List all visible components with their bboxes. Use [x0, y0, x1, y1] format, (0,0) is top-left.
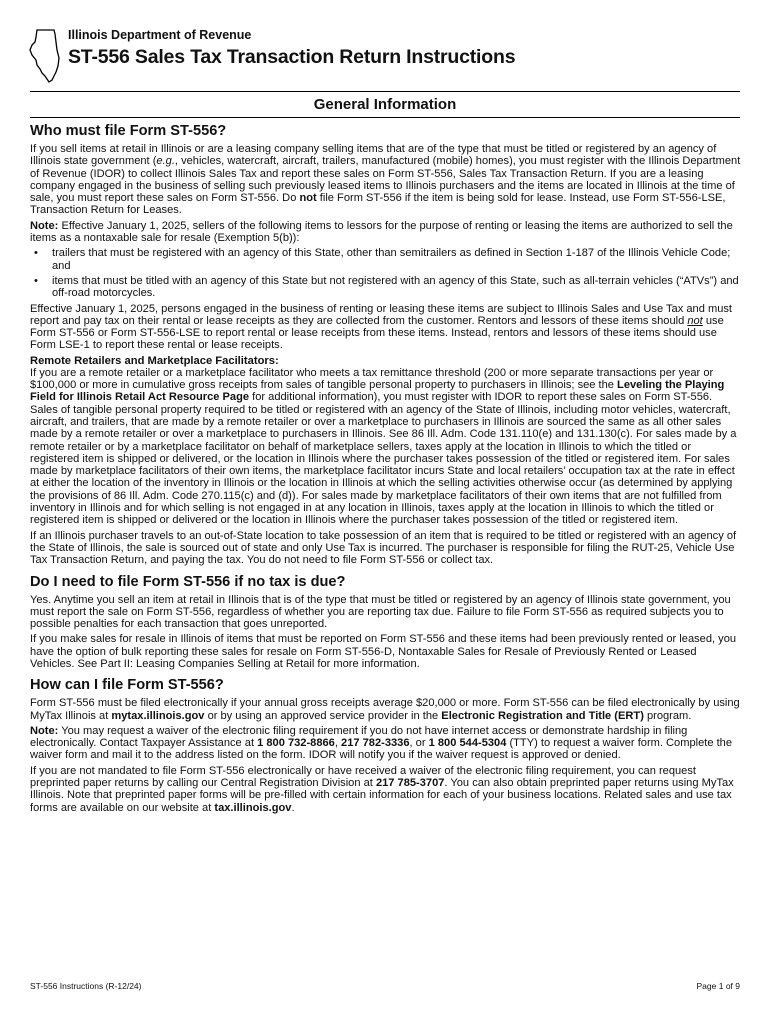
general-information-heading: General Information	[313, 96, 457, 113]
list-item: • trailers that must be registered with an agency of this State, other than semitrailers as defined in Section 1-187 of the Illinois Vehicle Code; and	[52, 247, 742, 272]
electronic-filing-paragraph: Form ST-556 must be filed electronically if your annual gross receipts average $20,000 or more. Form ST-556 can be filed electronically by using MyTax Illinois at mytax.illinois.gov or by using an approved service provider in the Electronic Registration and Title (ERT) program.	[30, 697, 740, 722]
how-to-file-heading: How can I file Form ST-556?	[30, 677, 224, 694]
note-paragraph: Note: Effective January 1, 2025, sellers of the following items to lessors for the purpose of renting or leasing the items are authorized to sell the items as a nontaxable sale for resale (Exemption 5(b)):	[30, 219, 733, 245]
list-item: • items that must be titled with an agency of this State but not registered with an agency of this State, such as all-terrain vehicles (“ATVs”) and off-road motorcycles.	[52, 275, 742, 300]
resale-paragraph: If you make sales for resale in Illinois of items that must be reported on Form ST-556 and these items had been previously rented or leased, you have the option of bulk reporting these sales for resale on Form ST-556-D, Nontaxable Sales for Resale of Previously Rented or Leased Vehicles. See Part II: Leasing Companies Selling at Retail for more information.	[30, 633, 737, 670]
section-divider	[30, 117, 740, 118]
resource-page-link[interactable]: Leveling the Playing Field for Illinois Retail Act Resource Page	[30, 379, 725, 404]
document-title: ST-556 Sales Tax Transaction Return Instructions	[68, 46, 516, 68]
illinois-state-outline-icon	[28, 28, 62, 84]
instructions-body	[30, 119, 742, 817]
form-revision-footer: ST-556 Instructions (R-12/24)	[30, 981, 142, 991]
exemption-list	[30, 247, 742, 299]
no-tax-due-paragraph: Yes. Anytime you sell an item at retail in Illinois that is of the type that must be titled or registered by an agency of Illinois state government, you must report the sale on Form ST-556, regardless of whether you are reporting tax due. Failure to file Form ST-556 as required subjects you to possible penalties for each transaction that goes unreported.	[30, 593, 731, 631]
who-must-file-heading: Who must file Form ST-556?	[30, 123, 227, 139]
mytax-link[interactable]: mytax.illinois.gov	[111, 709, 205, 722]
no-tax-due-heading: Do I need to file Form ST-556 if no tax is due?	[30, 573, 346, 590]
tax-website-link[interactable]: tax.illinois.gov	[214, 801, 292, 814]
agency-name: Illinois Department of Revenue	[68, 28, 252, 42]
header-divider	[30, 91, 740, 92]
remote-retailers-paragraph: If you are a remote retailer or a marketplace facilitator who meets a tax remittance threshold (200 or more separate transactions per year or $100,000 or more in cumulative gross receipts from sales of tangible personal property to purchasers in Illinois; see the Leveling the Playing Field for Illinois Retail Act Resource Page for additional information), you must register with IDOR to report these sales on Form ST-556. Sales of tangible personal property required to be titled or registered with an agency of the State of Illinois, including motor vehicles, watercraft, aircraft, and trailers, that are made by a remote retailer or over a marketplace to purchasers in Illinois are sourced the same as all other sales made by a remote retailer or over a marketplace to purchasers in Illinois. See 86 Ill. Adm. Code 131.110(e) and 131.130(c). For sales made by a remote retailer or by a marketplace facilitator on behalf of marketplace sellers, taxes apply at the location in Illinois to which the titled or registered item is shipped or delivered, or the location in Illinois where the purchaser takes possession of the titled or registered item. For sales made by marketplace facilitators of their own items, the marketplace facilitator incurs State and local retailers’ occupation tax at the rate in effect at either the location of the inventory in Illinois or the location in Illinois at which the selling activities otherwise occur (as determined by applying the provisions of 86 Ill. Adm. Code 270.115(c) and (d)). For sales made by marketplace facilitators of their own items that are not fulfilled from inventory in Illinois and for which selling is not engaged in at any location in Illinois, taxes apply at the location in Illinois to which the titled or registered item is shipped or delivered or the location in Illinois where the purchaser takes possession of the titled or registered item.	[30, 366, 737, 527]
out-of-state-paragraph: If an Illinois purchaser travels to an out-of-State location to take possession of an item that is required to be titled or registered with an agency of the State of Illinois, the sale is sourced out of state and only Use Tax is incurred. The purchaser is responsible for filing the RUT-25, Vehicle Use Tax Transaction Return, and paying the tax. You do not need to file Form ST-556 or collect tax.	[30, 529, 737, 567]
paper-returns-paragraph: If you are not mandated to file Form ST-556 electronically or have received a waiver of the electronic filing requirement, you can request preprinted paper returns by calling our Central Registration Division at 217 785-3707. You can also obtain preprinted paper returns using MyTax Illinois. Note that preprinted paper forms will be pre-filled with certain information for each of your business locations. Related sales and use tax forms are available on our website at tax.illinois.gov.	[30, 764, 734, 814]
page-number: Page 1 of 9	[696, 981, 740, 991]
rental-lease-paragraph: Effective January 1, 2025, persons engaged in the business of renting or leasing these items are subject to Illinois Sales and Use Tax and must report and pay tax on their rental or lease receipts as they are collected from the customer. Rentors and lessors of these items should not use Form ST-556 or Form ST-556-LSE to report rental or lease receipts from these items. Instead, rentors and lessors of these items should use Form LSE-1 to report these rental or lease receipts.	[30, 302, 732, 352]
remote-retailers-heading: Remote Retailers and Marketplace Facilitators:	[30, 354, 279, 367]
who-must-file-paragraph: If you sell items at retail in Illinois or are a leasing company selling items that are of the type that must be titled or registered by an agency of Illinois state government (e.g., vehicles, watercraft, aircraft, trailers, manufactured (mobile) homes), you must register with the Illinois Department of Revenue (IDOR) to collect Illinois Sales Tax and report these sales on Form ST-556, Sales Tax Transaction Return. If you are a leasing company engaged in the business of selling such previously leased items to Illinois purchasers and the items are located in Illinois at the time of sale, you must report these sales on Form ST-556. Do not file Form ST-556 if the item is being sold for lease. Instead, use Form ST-556-LSE, Transaction Return for Leases.	[30, 143, 741, 217]
waiver-note-paragraph: Note: You may request a waiver of the electronic filing requirement if you do not have internet access or demonstrate hardship in filing electronically. Contact Taxpayer Assistance at 1 800 732-8866, 217 782-3336, or 1 800 544-5304 (TTY) to request a waiver form. Complete the waiver form and mail it to the address listed on the form. IDOR will notify you if the waiver request is approved or denied.	[30, 724, 733, 762]
